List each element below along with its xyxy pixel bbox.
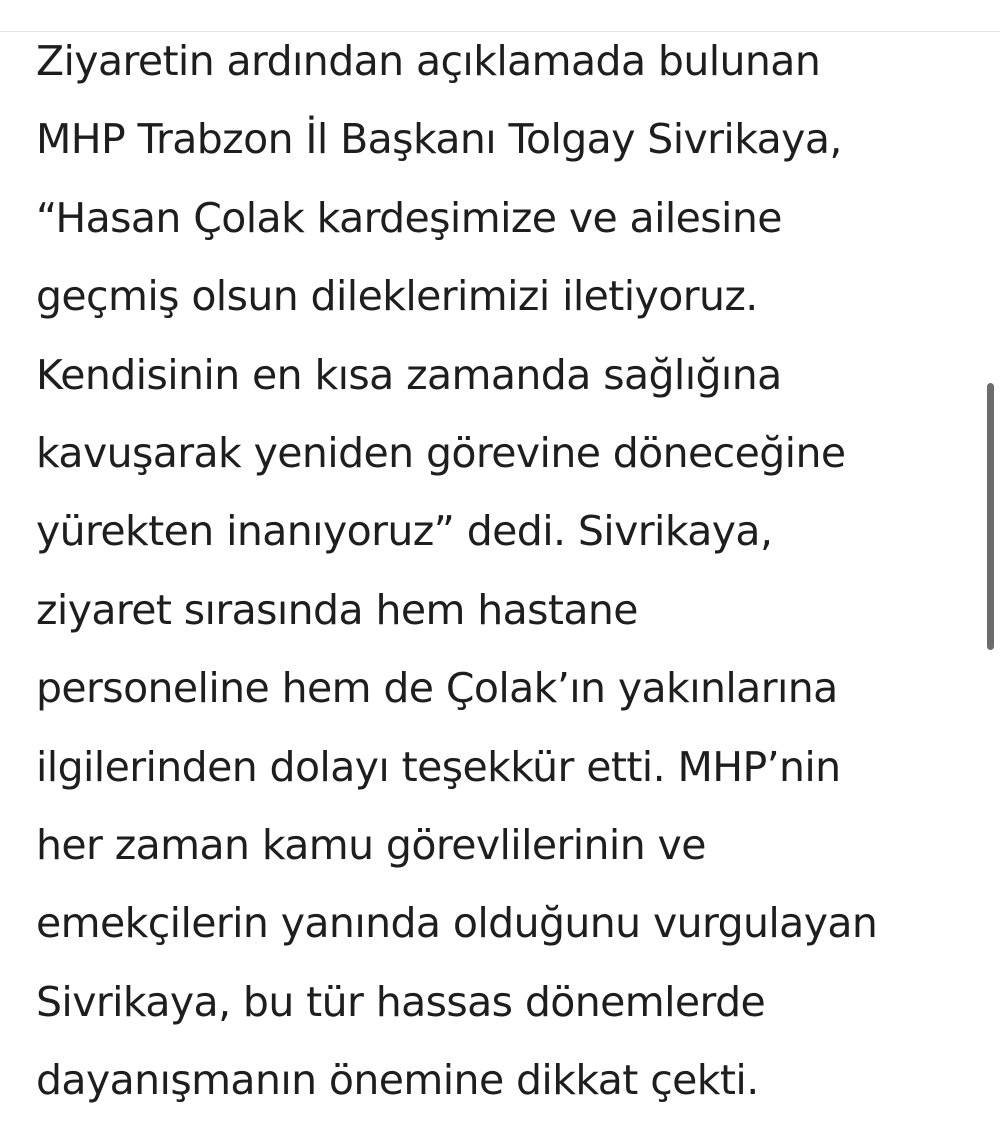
article-line-10: ilgilerinden dolayı teşekkür etti. MHP’nin [36,742,841,791]
article-line-14: dayanışmanın önemine dikkat çekti. [36,1056,759,1105]
article-body [36,22,981,1119]
article-line-12: emekçilerin yanında olduğunu vurgulayan [36,899,878,948]
article-line-3: “Hasan Çolak kardeşimize ve ailesine [36,193,782,242]
article-line-7: yürekten inanıyoruz” dedi. Sivrikaya, [36,507,773,556]
article-line-5: Kendisinin en kısa zamanda sağlığına [36,350,782,399]
vertical-scrollbar[interactable] [987,383,994,650]
article-line-4: geçmiş olsun dileklerimizi iletiyoruz. [36,272,758,321]
article-line-11: her zaman kamu görevlilerinin ve [36,820,706,869]
scrollbar-thumb[interactable] [987,383,994,650]
article-line-6: kavuşarak yeniden görevine döneceğine [36,428,846,477]
article-line-13: Sivrikaya, bu tür hassas dönemlerde [36,977,766,1026]
article-line-9: personeline hem de Çolak’ın yakınlarına [36,664,838,713]
article-line-2: MHP Trabzon İl Başkanı Tolgay Sivrikaya, [36,115,842,164]
article-line-8: ziyaret sırasında hem hastane [36,585,638,634]
article-line-1: Ziyaretin ardından açıklamada bulunan [36,37,821,85]
